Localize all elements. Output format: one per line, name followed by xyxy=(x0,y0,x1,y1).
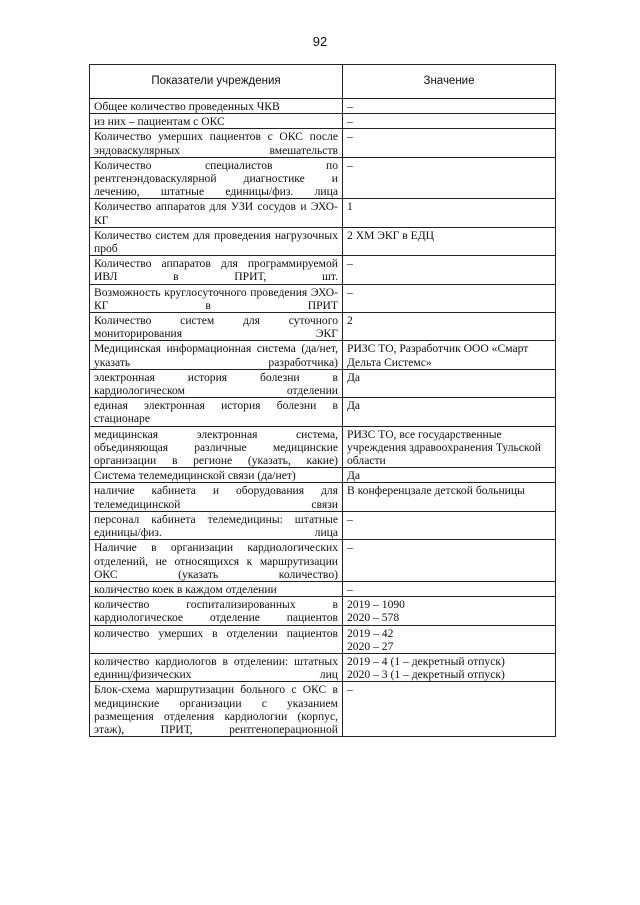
table-row xyxy=(90,369,556,397)
indicator-cell: Количество специалистов по рентгенэндоваскулярной диагностике и лечению, штатные единицы/физ. лица xyxy=(90,157,343,199)
value-line: – xyxy=(347,115,353,129)
value-line: 2019 – 1090 xyxy=(347,598,405,612)
indicator-cell: количество кардиологов в отделении: штатных единиц/физических лиц xyxy=(90,653,343,681)
value-cell xyxy=(343,653,556,681)
indicator-cell: Система телемедицинской связи (да/нет) xyxy=(90,468,343,483)
value-cell xyxy=(343,483,556,511)
value-line: – xyxy=(347,158,353,172)
value-cell xyxy=(343,99,556,114)
indicator-cell: Возможность круглосуточного проведения ЭХО-КГ в ПРИТ xyxy=(90,284,343,312)
indicator-cell: Количество аппаратов для УЗИ сосудов и ЭХО-КГ xyxy=(90,199,343,227)
table-row xyxy=(90,511,556,539)
table-row xyxy=(90,581,556,596)
value-line: – xyxy=(347,130,353,144)
indicator-cell: Количество систем для суточного мониторирования ЭКГ xyxy=(90,313,343,341)
value-line: 2 xyxy=(347,314,353,328)
value-cell xyxy=(343,625,556,653)
table-row xyxy=(90,468,556,483)
table-row xyxy=(90,114,556,129)
value-cell xyxy=(343,157,556,199)
indicator-cell: Общее количество проведенных ЧКВ xyxy=(90,99,343,114)
value-cell xyxy=(343,468,556,483)
indicator-cell: наличие кабинета и оборудования для телемедицинской связи xyxy=(90,483,343,511)
value-cell xyxy=(343,313,556,341)
value-cell xyxy=(343,284,556,312)
table-row xyxy=(90,483,556,511)
indicator-cell: Блок-схема маршрутизации больного с ОКС в медицинские организации с указанием размещения отделения кардиологии (корпус, этаж), ПРИТ, рентгеноперационной xyxy=(90,682,343,737)
value-line: – xyxy=(347,285,353,299)
indicator-cell: количество коек в каждом отделении xyxy=(90,581,343,596)
indicator-cell: количество госпитализированных в кардиологическое отделение пациентов xyxy=(90,597,343,625)
value-line: 2019 – 4 (1 – декретный отпуск) xyxy=(347,654,505,668)
value-cell xyxy=(343,581,556,596)
value-line: 2020 – 3 (1 – декретный отпуск) xyxy=(347,668,505,682)
value-cell xyxy=(343,597,556,625)
value-cell xyxy=(343,369,556,397)
table-row xyxy=(90,597,556,625)
table-row xyxy=(90,540,556,582)
table-row xyxy=(90,313,556,341)
value-line: – xyxy=(347,582,353,596)
table-row xyxy=(90,653,556,681)
value-cell xyxy=(343,341,556,369)
table-row xyxy=(90,341,556,369)
table-row xyxy=(90,256,556,284)
value-line: 2019 – 42 xyxy=(347,626,394,640)
value-cell xyxy=(343,199,556,227)
value-line: 2020 – 578 xyxy=(347,611,400,625)
value-cell xyxy=(343,682,556,737)
value-cell xyxy=(343,426,556,468)
value-line: – xyxy=(347,683,353,697)
indicators-table xyxy=(89,64,556,737)
value-cell xyxy=(343,540,556,582)
table-header-row xyxy=(90,65,556,99)
table-row xyxy=(90,99,556,114)
table-row xyxy=(90,398,556,426)
value-line: Да xyxy=(347,399,361,413)
value-cell xyxy=(343,256,556,284)
indicator-cell: количество умерших в отделении пациентов xyxy=(90,625,343,653)
table-body xyxy=(90,99,556,737)
indicator-cell: Количество умерших пациентов с ОКС после эндоваскулярных вмешательств xyxy=(90,129,343,157)
value-line: РИЗС ТО, все государственные учреждения здравоохранения Тульской области xyxy=(347,427,541,468)
table-row xyxy=(90,426,556,468)
indicator-cell: Наличие в организации кардиологических отделений, не относящихся к маршрутизации ОКС (указать количество) xyxy=(90,540,343,582)
table-row xyxy=(90,284,556,312)
value-cell xyxy=(343,398,556,426)
value-line: – xyxy=(347,100,353,113)
column-header-value: Значение xyxy=(343,65,556,99)
table-row xyxy=(90,625,556,653)
indicator-cell: электронная история болезни в кардиологическом отделении xyxy=(90,369,343,397)
value-cell xyxy=(343,114,556,129)
value-line: 2020 – 27 xyxy=(347,639,394,653)
value-line: 1 xyxy=(347,200,353,214)
value-line: РИЗС ТО, Разработчик ООО «Смарт Дельта Системс» xyxy=(347,342,529,369)
value-line: – xyxy=(347,541,353,555)
value-cell xyxy=(343,129,556,157)
value-line: В конференцзале детской больницы xyxy=(347,484,525,498)
indicator-cell: персонал кабинета телемедицины: штатные единицы/физ. лица xyxy=(90,511,343,539)
table-row xyxy=(90,227,556,255)
value-line: – xyxy=(347,512,353,526)
value-cell xyxy=(343,511,556,539)
indicator-cell: Медицинская информационная система (да/нет, указать разработчика) xyxy=(90,341,343,369)
indicator-cell: Количество аппаратов для программируемой ИВЛ в ПРИТ, шт. xyxy=(90,256,343,284)
indicator-cell: единая электронная история болезни в стационаре xyxy=(90,398,343,426)
table-row xyxy=(90,682,556,737)
table-row xyxy=(90,129,556,157)
value-line: Да xyxy=(347,469,361,483)
indicator-cell: медицинская электронная система, объединяющая различные медицинские организации в регионе (указать, какие) xyxy=(90,426,343,468)
table-row xyxy=(90,157,556,199)
value-line: 2 ХМ ЭКГ в ЕДЦ xyxy=(347,228,434,242)
indicator-cell: из них – пациентам с ОКС xyxy=(90,114,343,129)
value-line: Да xyxy=(347,370,361,384)
table-row xyxy=(90,199,556,227)
page-number: 92 xyxy=(312,34,328,49)
column-header-indicator: Показатели учреждения xyxy=(90,65,343,99)
value-cell xyxy=(343,227,556,255)
value-line: – xyxy=(347,257,353,271)
indicator-cell: Количество систем для проведения нагрузочных проб xyxy=(90,227,343,255)
